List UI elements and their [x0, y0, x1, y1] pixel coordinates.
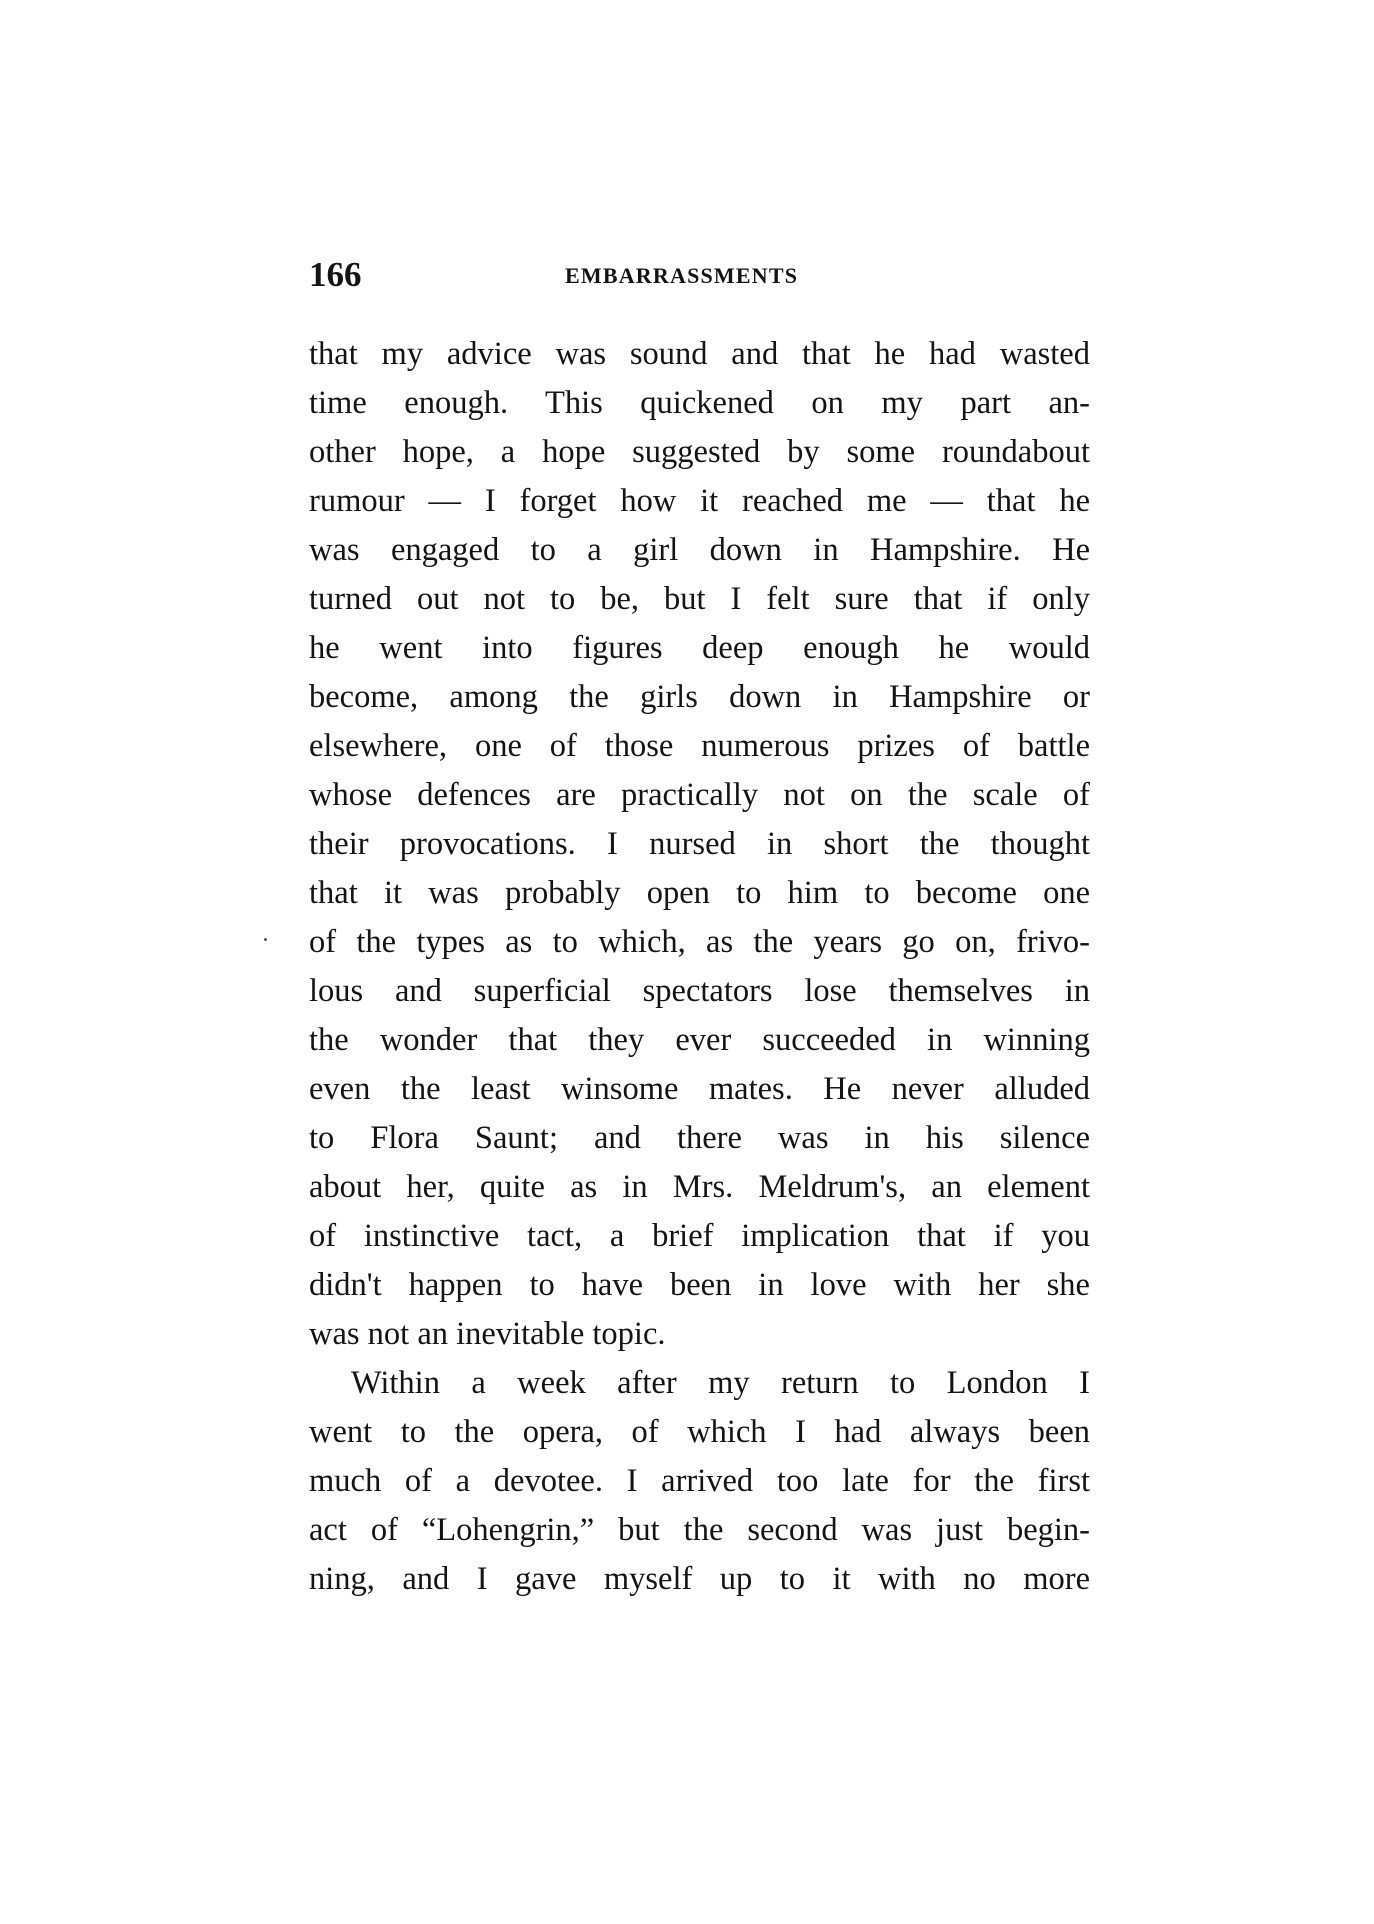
text-line: much of a devotee. I arrived too late for the first [309, 1463, 1090, 1499]
text-line: time enough. This quickened on my part an- [309, 385, 1090, 421]
text-line: act of “Lohengrin,” but the second was just begin- [309, 1512, 1090, 1548]
text-line: ning, and I gave myself up to it with no more [309, 1561, 1090, 1597]
text-line: other hope, a hope suggested by some roundabout [309, 434, 1090, 470]
text-line: that it was probably open to him to become one [309, 875, 1090, 911]
text-line: of instinctive tact, a brief implication that if you [309, 1218, 1090, 1254]
text-line: was not an inevitable topic. [309, 1316, 666, 1352]
text-line: the wonder that they ever succeeded in winning [309, 1022, 1090, 1058]
text-line: rumour — I forget how it reached me — that he [309, 483, 1090, 519]
text-line: turned out not to be, but I felt sure that if only [309, 581, 1090, 617]
text-line: even the least winsome mates. He never alluded [309, 1071, 1090, 1107]
text-line: he went into figures deep enough he would [309, 630, 1090, 666]
text-line: Within a week after my return to London I [351, 1365, 1090, 1401]
page-number: 166 [309, 255, 362, 294]
text-line: was engaged to a girl down in Hampshire. He [309, 532, 1090, 568]
text-line: about her, quite as in Mrs. Meldrum's, an element [309, 1169, 1090, 1205]
body-text [309, 330, 1090, 1604]
text-line: lous and superficial spectators lose themselves in [309, 973, 1090, 1009]
text-line: of the types as to which, as the years go on, frivo- [309, 924, 1090, 960]
text-line: didn't happen to have been in love with her she [309, 1267, 1090, 1303]
paragraph-2 [309, 1359, 1090, 1604]
running-head [309, 255, 1089, 295]
stray-ink-dot [264, 938, 267, 941]
text-line: their provocations. I nursed in short the thought [309, 826, 1090, 862]
text-line: become, among the girls down in Hampshire or [309, 679, 1090, 715]
text-line: elsewhere, one of those numerous prizes of battle [309, 728, 1090, 764]
paragraph-1 [309, 330, 1090, 1359]
text-line: went to the opera, of which I had always been [309, 1414, 1090, 1450]
running-title: EMBARRASSMENTS [565, 263, 799, 288]
text-line: that my advice was sound and that he had wasted [309, 336, 1090, 372]
text-line: whose defences are practically not on the scale of [309, 777, 1090, 813]
text-line: to Flora Saunt; and there was in his silence [309, 1120, 1090, 1156]
